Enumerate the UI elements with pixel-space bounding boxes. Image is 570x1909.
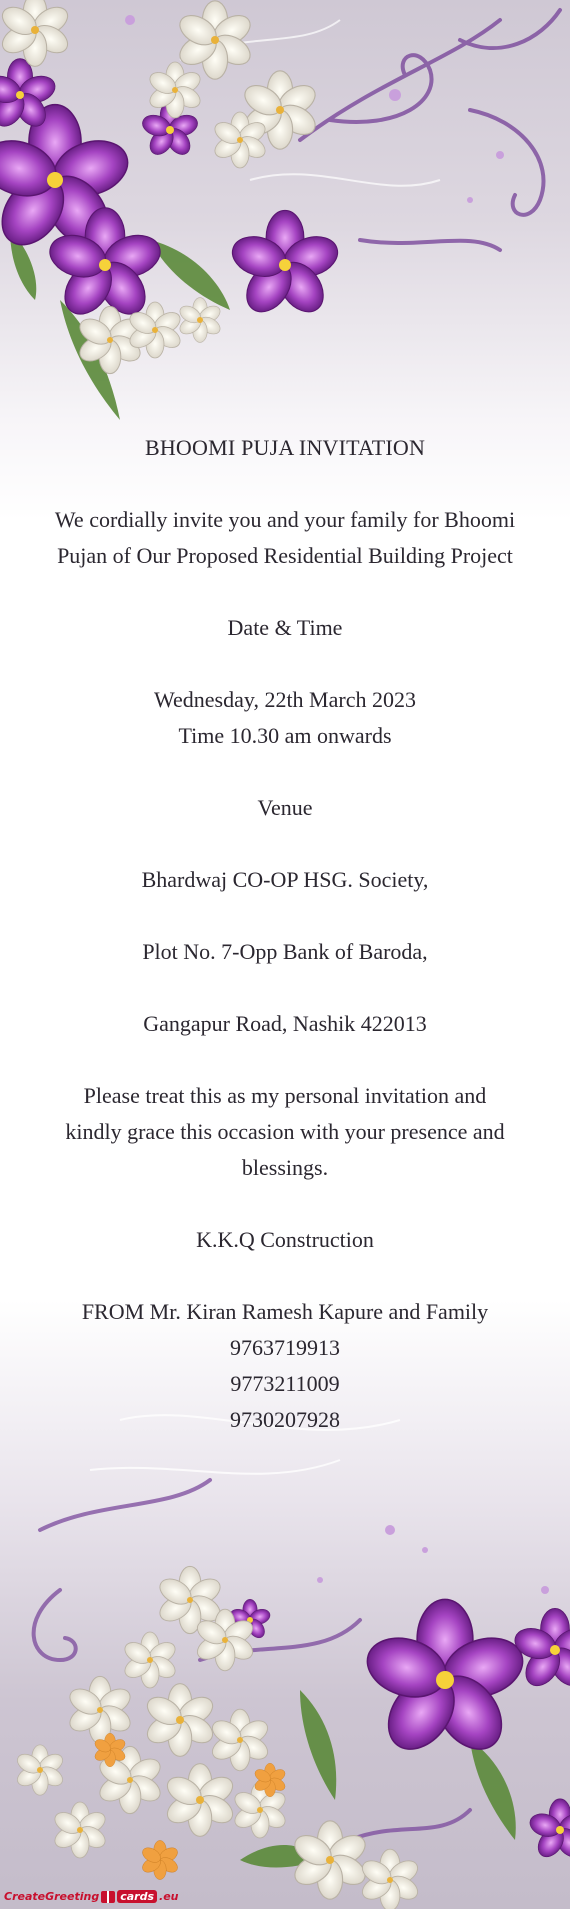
logo-badge-text: cards [117, 1890, 157, 1903]
phone-number: 9773211009 [230, 1371, 340, 1396]
closing-line-1: Please treat this as my personal invitation and [83, 1083, 487, 1108]
venue-line-1: Bhardwaj CO-OP HSG. Society, [141, 867, 429, 892]
logo-tld-text: .eu [159, 1890, 179, 1903]
logo-brand-text: CreateGreeting [4, 1890, 100, 1903]
datetime-heading: Date & Time [227, 615, 343, 640]
createGreeting-logo[interactable] [4, 1890, 179, 1903]
event-date: Wednesday, 22th March 2023 [154, 687, 416, 712]
company-name: K.K.Q Construction [196, 1227, 374, 1252]
gift-icon [101, 1891, 115, 1903]
top-floral-decoration [0, 0, 570, 470]
phone-number: 9763719913 [230, 1335, 340, 1360]
event-time: Time 10.30 am onwards [178, 723, 392, 748]
intro-line-1: We cordially invite you and your family for Bhoomi [54, 507, 516, 532]
venue-line-2: Plot No. 7-Opp Bank of Baroda, [142, 939, 428, 964]
intro-line-2: Pujan of Our Proposed Residential Building Project [57, 543, 513, 568]
bottom-floral-decoration [0, 1360, 570, 1909]
closing-line-3: blessings. [241, 1155, 329, 1180]
venue-heading: Venue [257, 795, 313, 820]
from-line: FROM Mr. Kiran Ramesh Kapure and Family [81, 1299, 489, 1324]
closing-line-2: kindly grace this occasion with your presence and [65, 1119, 505, 1144]
phone-number: 9730207928 [230, 1407, 340, 1432]
invitation-text [30, 430, 540, 1438]
invitation-title: BHOOMI PUJA INVITATION [144, 435, 426, 460]
venue-line-3: Gangapur Road, Nashik 422013 [143, 1011, 427, 1036]
